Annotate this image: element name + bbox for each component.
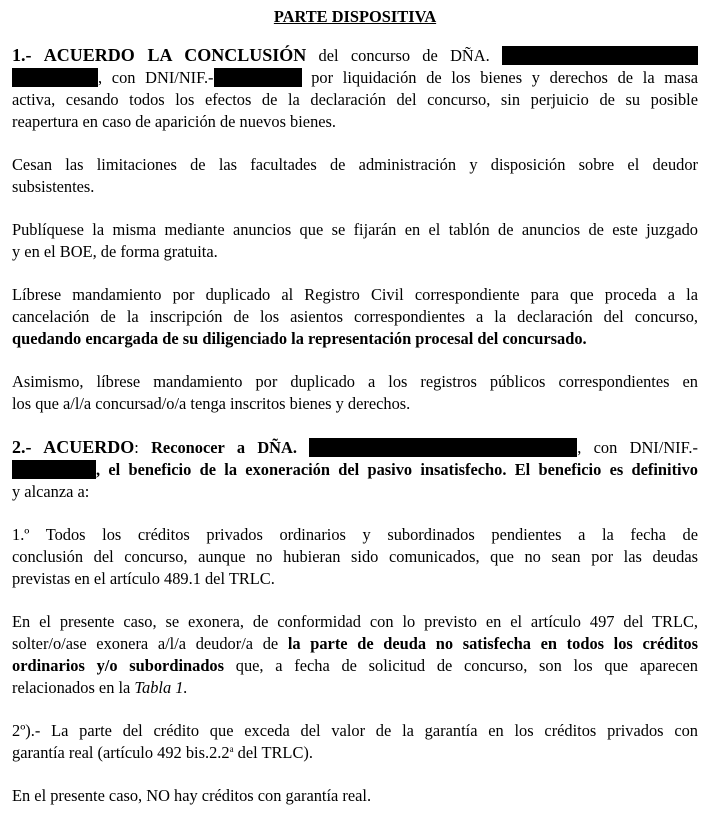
librese-line-3 bbox=[12, 328, 698, 350]
section-2-number-title: 2.- ACUERDO bbox=[12, 437, 135, 457]
cesan-line-2: subsistentes. bbox=[12, 177, 95, 196]
presente-1-paragraph bbox=[12, 611, 698, 699]
redacted-name-block-3 bbox=[309, 438, 577, 457]
section-1-paragraph bbox=[12, 44, 698, 133]
redacted-dni-block-2 bbox=[12, 460, 96, 479]
redacted-dni-block bbox=[214, 68, 302, 87]
publiquese-line-2: y en el BOE, de forma gratuita. bbox=[12, 242, 218, 261]
presente-1-line-2 bbox=[12, 633, 698, 655]
section-2-line-1 bbox=[12, 436, 698, 459]
garantia-line-1: 2º).- La parte del crédito que exceda del valor de la garantía en los créditos privados con bbox=[12, 721, 698, 740]
cesan-line-1: Cesan las limitaciones de las facultades de administración y disposición sobre el deudor bbox=[12, 155, 698, 174]
presente-2-line-1: En el presente caso, NO hay créditos con garantía real. bbox=[12, 786, 372, 805]
presente-1-line-3-bold: ordinarios y/o subordinados bbox=[12, 656, 225, 675]
publiquese-line-1: Publíquese la misma mediante anuncios que se fijarán en el tablón de anuncios de este juzgado bbox=[12, 220, 698, 239]
redacted-name-block-2 bbox=[12, 68, 98, 87]
garantia-paragraph bbox=[12, 720, 698, 764]
presente-1-line-1: En el presente caso, se exonera, de conformidad con lo previsto en el artículo 497 del TRLC, bbox=[12, 612, 698, 631]
section-2-line-3: y alcanza a: bbox=[12, 482, 90, 501]
presente-1-line-3-normal: que, a fecha de solicitud de concurso, son los que aparecen bbox=[224, 656, 698, 675]
librese-line-2: cancelación de la inscripción de los asientos correspondientes a la declaración del concurso, bbox=[12, 307, 698, 326]
presente-1-line-2-bold: la parte de deuda no satisfecha en todos los créditos bbox=[287, 634, 698, 653]
garantia-line-2 bbox=[12, 742, 698, 764]
presente-2-paragraph bbox=[12, 785, 698, 807]
section-2-reconocer: Reconocer a DÑA. bbox=[138, 438, 297, 457]
creditos-line-1: 1.º Todos los créditos privados ordinarios y subordinados pendientes a la fecha de bbox=[12, 525, 698, 544]
asimismo-line-2: los que a/l/a concursad/o/a tenga inscritos bienes y derechos. bbox=[12, 394, 411, 413]
presente-1-line-4-normal: relacionados en la bbox=[12, 678, 135, 697]
garantia-line-2-a: garantía real (artículo 492 bis.2.2 bbox=[12, 743, 230, 762]
section-2-line-2 bbox=[12, 459, 698, 481]
garantia-line-2-b: del TRLC). bbox=[233, 743, 313, 762]
presente-1-line-4 bbox=[12, 677, 698, 699]
librese-line-3-bold: quedando encargada de su diligenciado la representación procesal del concursado. bbox=[12, 329, 587, 348]
creditos-line-3: previstas en el artículo 489.1 del TRLC. bbox=[12, 569, 275, 588]
librese-paragraph bbox=[12, 284, 698, 350]
creditos-line-2: conclusión del concurso, aunque no hubieran sido comunicados, que no sean por las deudas bbox=[12, 547, 698, 566]
cesan-paragraph bbox=[12, 154, 698, 198]
section-2-paragraph bbox=[12, 436, 698, 503]
presente-1-line-2-normal: solter/o/ase exonera a/l/a deudor/a de bbox=[12, 634, 288, 653]
publiquese-paragraph bbox=[12, 219, 698, 263]
creditos-paragraph bbox=[12, 524, 698, 590]
section-1-line-2-rest: por liquidación de los bienes y derechos de la masa bbox=[301, 68, 698, 87]
redacted-name-block bbox=[502, 46, 698, 65]
document-page bbox=[12, 6, 698, 828]
presente-1-line-3 bbox=[12, 655, 698, 677]
page-heading: PARTE DISPOSITIVA bbox=[273, 7, 437, 26]
presente-1-line-4-italic: Tabla 1. bbox=[134, 678, 188, 697]
section-1-line-1-text: del concurso de DÑA. bbox=[306, 46, 490, 65]
section-1-dni-label: , con DNI/NIF.- bbox=[98, 68, 214, 87]
section-1-line-4: reapertura en caso de aparición de nuevos bienes. bbox=[12, 112, 337, 131]
garantia-line-2-sup: a bbox=[229, 744, 234, 754]
section-2-dni-label: , con DNI/NIF.- bbox=[577, 438, 698, 457]
section-1-title-a: ACUERDO LA bbox=[43, 45, 185, 65]
section-1-line-3: activa, cesando todos los efectos de la declaración del concurso, sin perjuicio de su posible bbox=[12, 90, 698, 109]
section-2-line-2-bold: , el beneficio de la exoneración del pasivo insatisfecho. El beneficio es definitivo bbox=[96, 460, 698, 479]
section-1-number: 1.- bbox=[12, 45, 32, 65]
asimismo-line-1: Asimismo, líbrese mandamiento por duplicado a los registros públicos correspondientes en bbox=[12, 372, 698, 391]
section-1-line-1 bbox=[12, 44, 698, 67]
section-2-colon: : bbox=[134, 438, 139, 457]
asimismo-paragraph bbox=[12, 371, 698, 415]
librese-line-1: Líbrese mandamiento por duplicado al Registro Civil correspondiente para que proceda a la bbox=[12, 285, 698, 304]
section-1-line-2 bbox=[12, 67, 698, 89]
section-1-title-b: CONCLUSIÓN bbox=[184, 45, 307, 65]
